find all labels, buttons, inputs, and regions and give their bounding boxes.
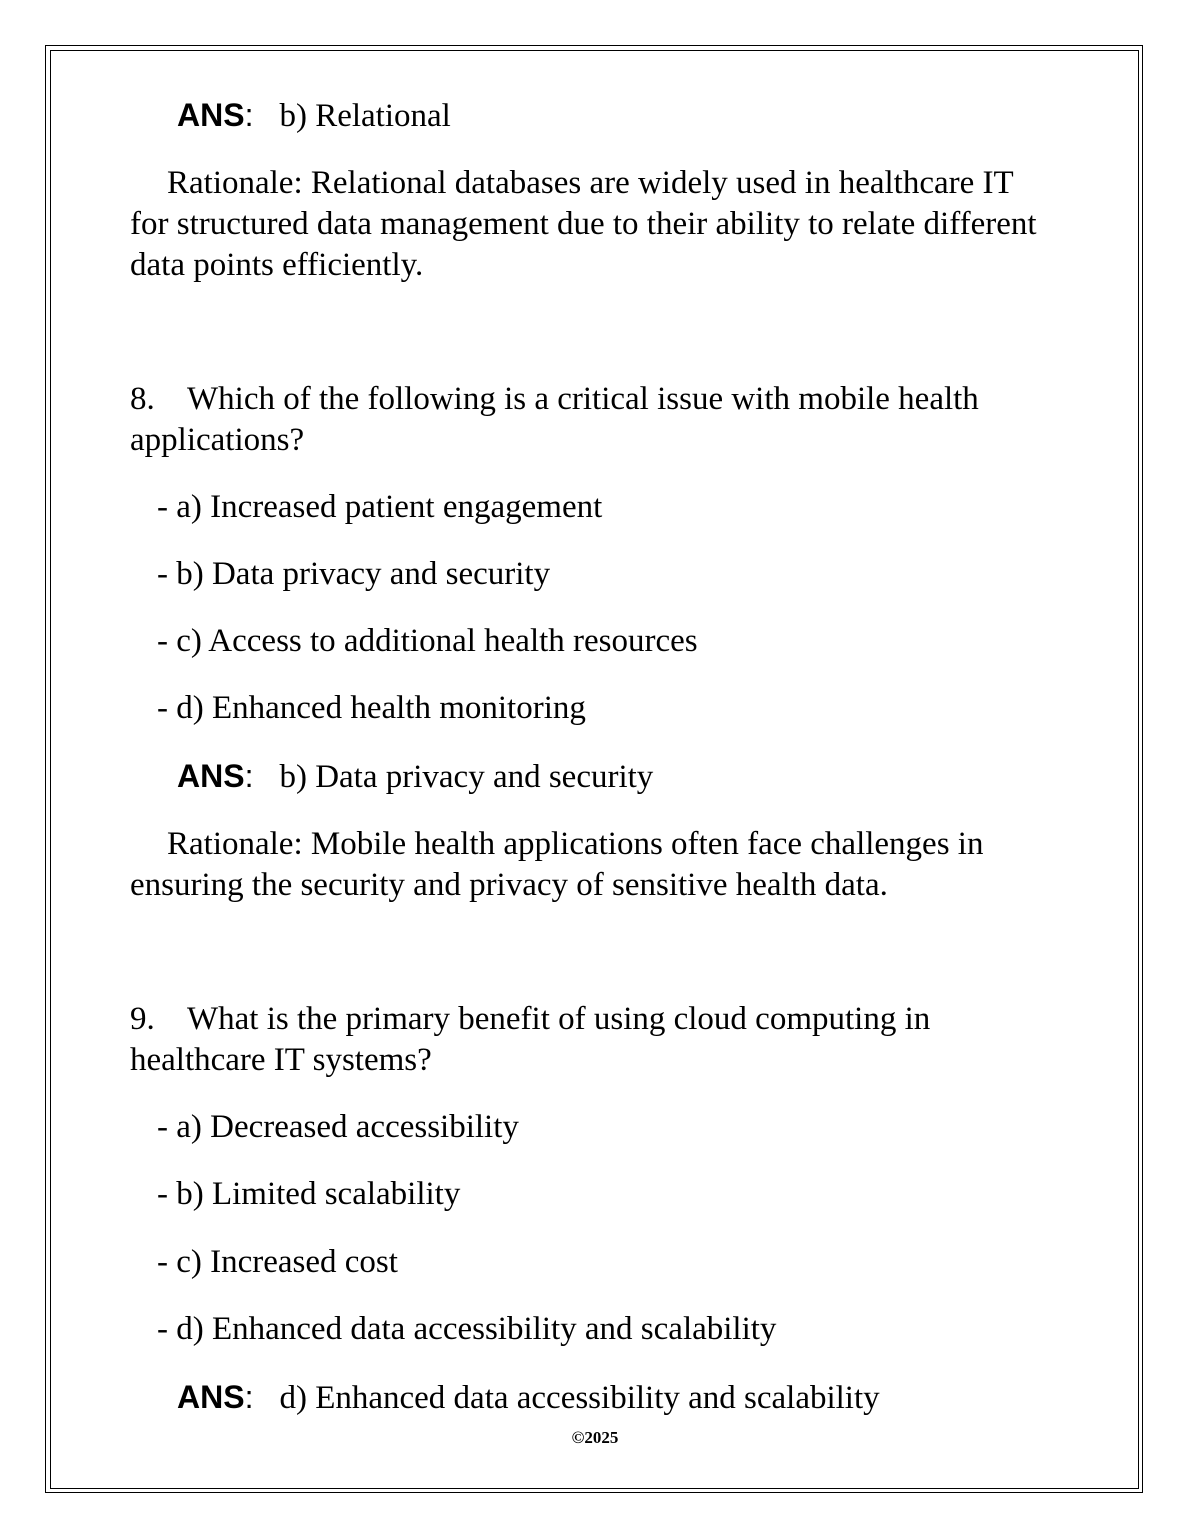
answer-line-q8 xyxy=(177,756,653,798)
copyright-footer: ©2025 xyxy=(571,1428,619,1447)
option-b: - b) Data privacy and security xyxy=(157,556,551,592)
option-a: - a) Increased patient engagement xyxy=(157,489,603,525)
question-8 xyxy=(130,379,1050,461)
answer-line-q9 xyxy=(177,1377,880,1419)
option-c: - c) Increased cost xyxy=(157,1244,398,1280)
option-d: - d) Enhanced data accessibility and scalability xyxy=(157,1311,777,1347)
answer-label: ANS xyxy=(177,1379,245,1415)
question-9 xyxy=(130,999,1050,1081)
answer-colon: : xyxy=(244,1379,254,1415)
question-number: 9. xyxy=(130,1001,155,1037)
answer-value: d) Enhanced data accessibility and scalability xyxy=(279,1380,880,1416)
option-a: - a) Decreased accessibility xyxy=(157,1109,519,1145)
answer-label: ANS xyxy=(177,758,245,794)
rationale-q8: Rationale: Mobile health applications often face challenges in ensuring the security and privacy of sensitive health data. xyxy=(130,826,984,903)
option-c: - c) Access to additional health resources xyxy=(157,623,698,659)
rationale-q7: Rationale: Relational databases are widely used in healthcare IT for structured data management due to their ability to relate different data points efficiently. xyxy=(130,165,1037,283)
option-b: - b) Limited scalability xyxy=(157,1176,461,1212)
option-d: - d) Enhanced health monitoring xyxy=(157,690,586,726)
question-text: What is the primary benefit of using cloud computing in healthcare IT systems? xyxy=(130,1001,931,1078)
answer-colon: : xyxy=(244,758,254,794)
answer-value: b) Data privacy and security xyxy=(279,759,654,795)
question-text: Which of the following is a critical issue with mobile health applications? xyxy=(130,381,979,458)
answer-label: ANS xyxy=(177,97,245,133)
answer-value: b) Relational xyxy=(279,98,451,134)
answer-line-q7 xyxy=(177,95,451,137)
answer-colon: : xyxy=(244,97,254,133)
question-number: 8. xyxy=(130,381,155,417)
